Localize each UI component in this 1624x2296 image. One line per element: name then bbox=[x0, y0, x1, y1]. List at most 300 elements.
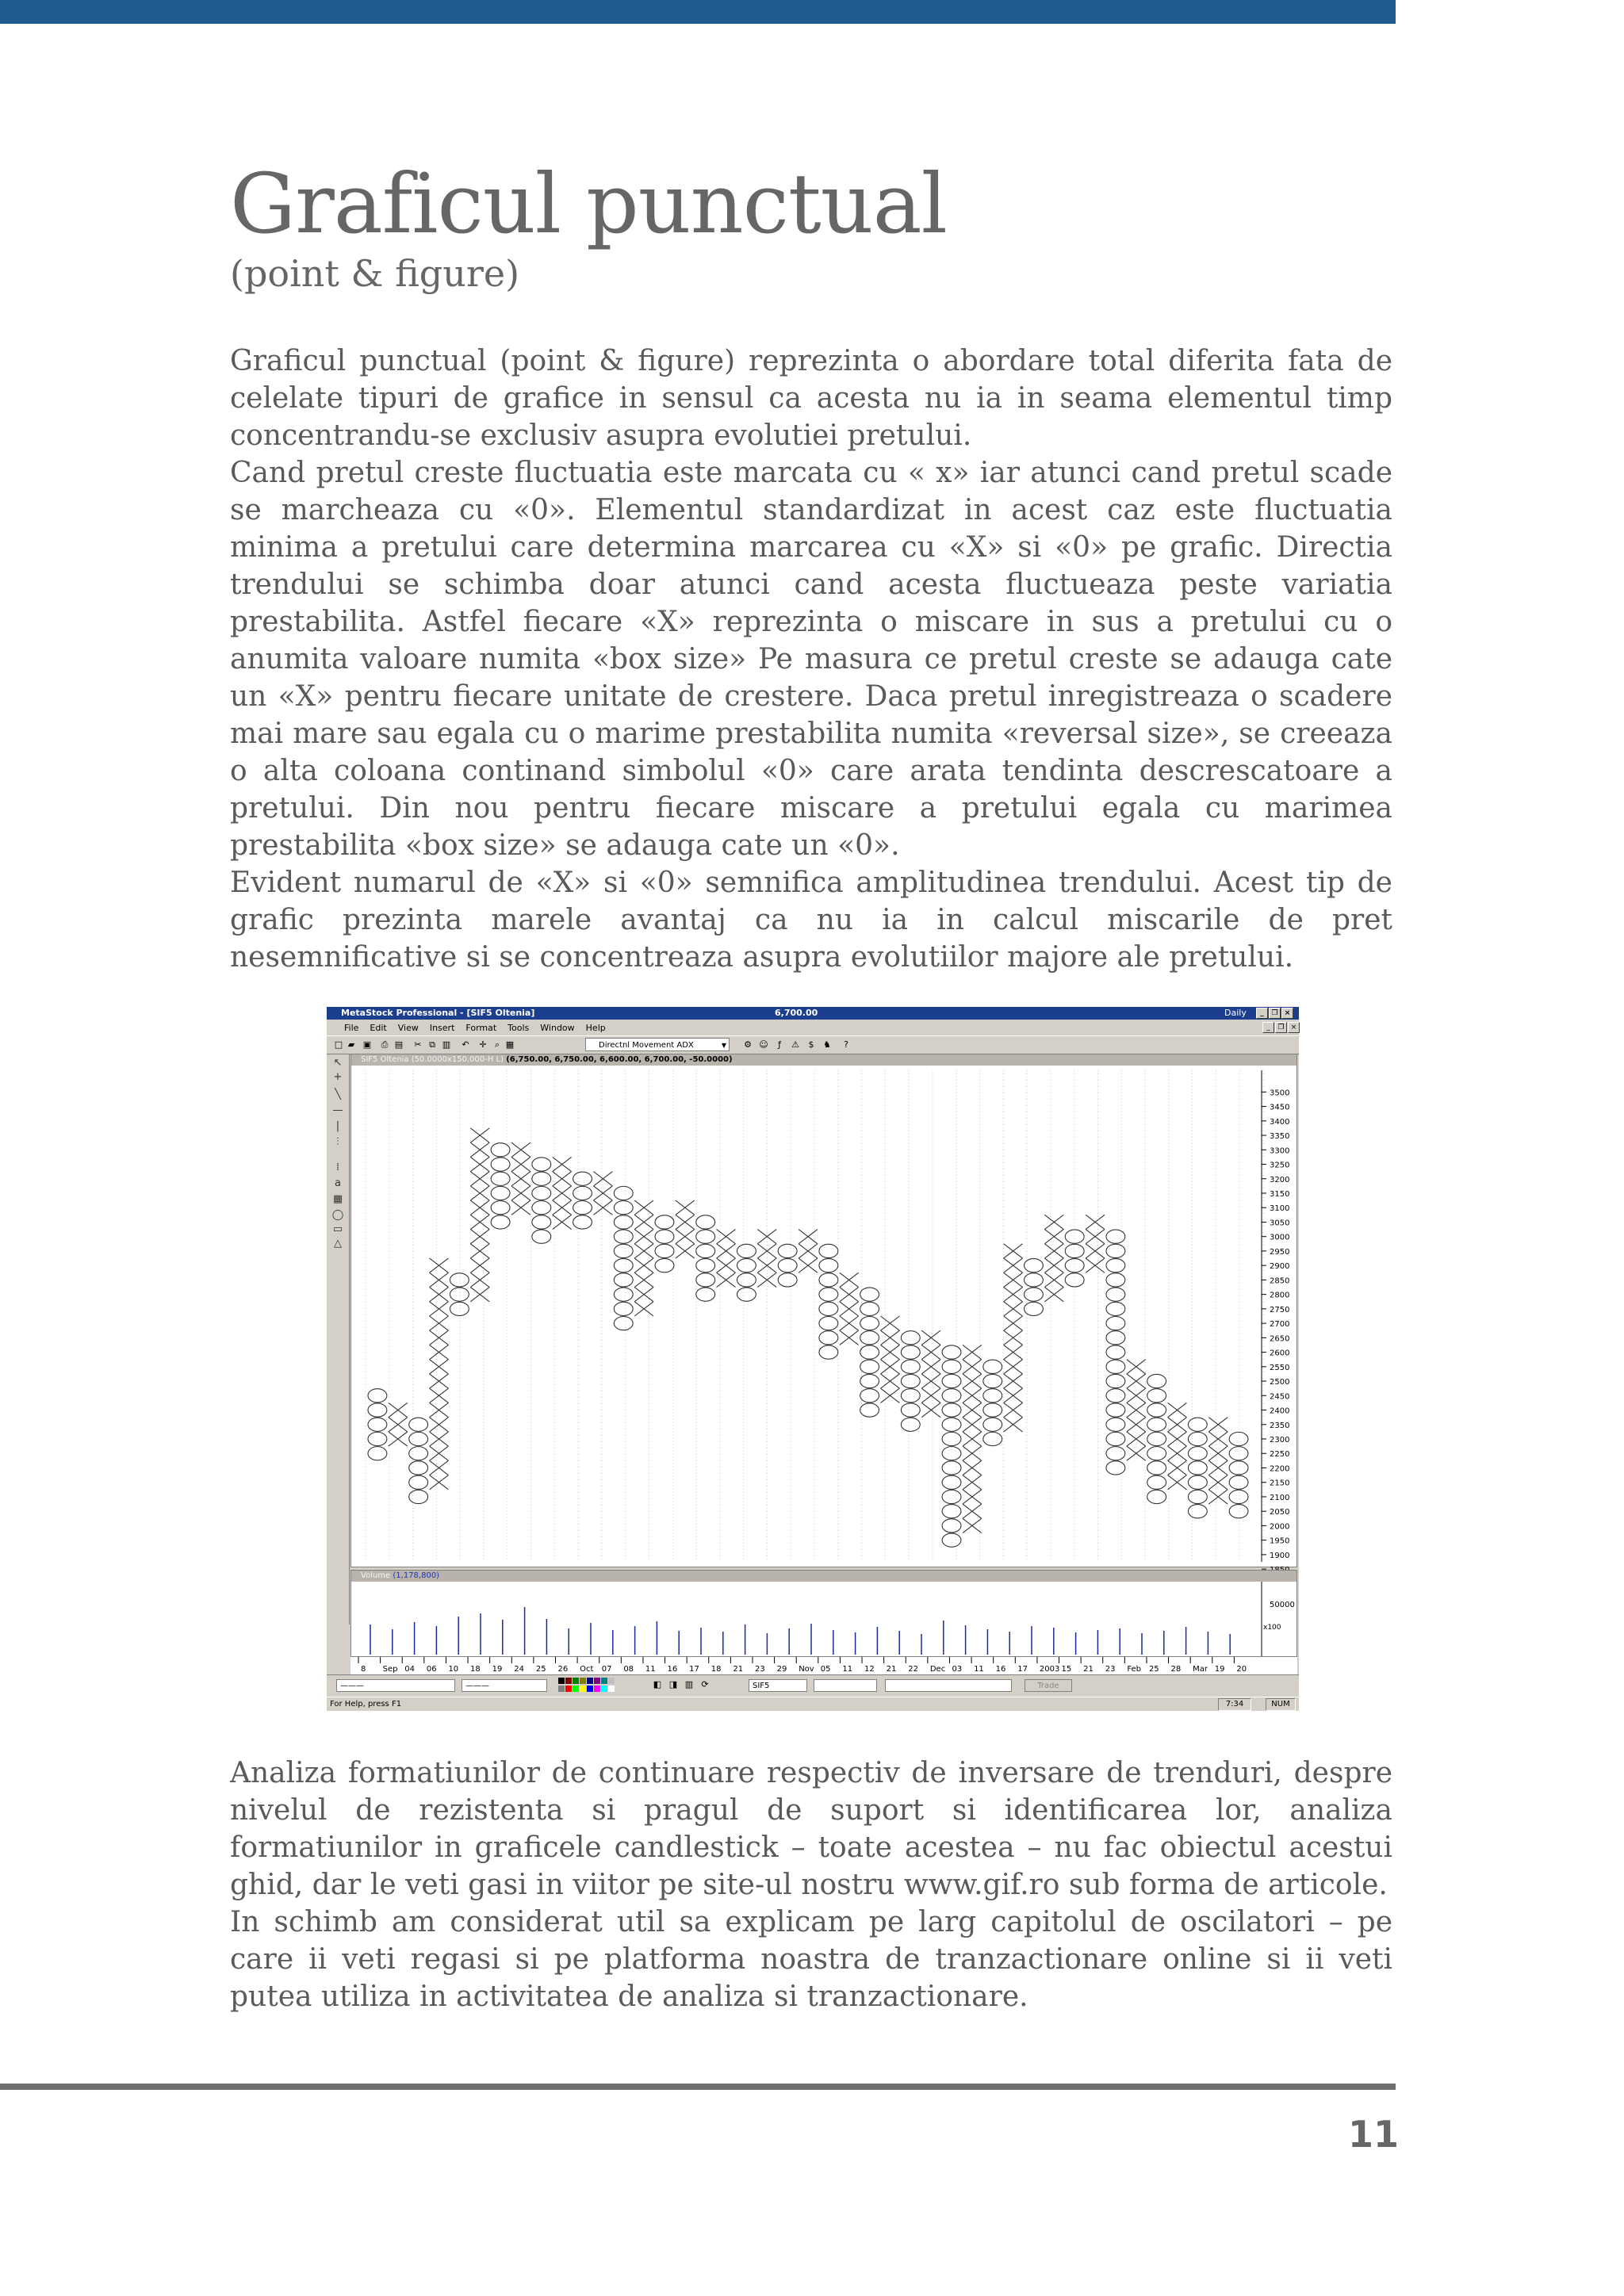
y-tick-label: 2750 bbox=[1270, 1305, 1290, 1314]
o-mark bbox=[1147, 1389, 1166, 1402]
o-mark bbox=[1106, 1302, 1125, 1315]
o-mark bbox=[1147, 1374, 1166, 1387]
line-weight-select[interactable]: ——— bbox=[462, 1679, 547, 1692]
volume-scale-label: x100 bbox=[1263, 1624, 1281, 1632]
explorer-icon[interactable]: ⚠ bbox=[791, 1039, 799, 1050]
crosshair-tool-icon[interactable]: + bbox=[333, 1071, 343, 1083]
y-tick-label: 2950 bbox=[1270, 1247, 1290, 1257]
outro-text bbox=[230, 1755, 1392, 2015]
y-tick-label: 3000 bbox=[1270, 1233, 1290, 1242]
o-mark bbox=[532, 1186, 551, 1200]
x-mark bbox=[470, 1200, 489, 1215]
indicator-select[interactable]: Directnl Movement ADX bbox=[585, 1038, 730, 1051]
point-figure-chart bbox=[351, 1066, 1297, 1567]
main-toolbar bbox=[327, 1035, 1299, 1054]
close-icon[interactable]: × bbox=[1281, 1008, 1293, 1019]
x-mark bbox=[1086, 1244, 1105, 1258]
o-mark bbox=[368, 1389, 387, 1402]
cut-icon[interactable]: ✂ bbox=[414, 1039, 422, 1050]
x-mark bbox=[881, 1345, 900, 1359]
pointer-icon[interactable]: ↖ bbox=[333, 1057, 343, 1069]
x-mark bbox=[1127, 1418, 1146, 1432]
trendline-icon[interactable]: ╲ bbox=[335, 1089, 341, 1100]
footer-rule bbox=[0, 2084, 1396, 2090]
y-tick-label: 3450 bbox=[1270, 1103, 1290, 1112]
o-mark bbox=[942, 1389, 961, 1402]
x-mark bbox=[799, 1230, 818, 1244]
o-mark bbox=[1147, 1418, 1166, 1431]
o-mark bbox=[1065, 1244, 1084, 1257]
restore-icon[interactable]: ❐ bbox=[1269, 1008, 1281, 1019]
y-tick-label: 2150 bbox=[1270, 1479, 1290, 1488]
x-mark bbox=[1208, 1418, 1228, 1432]
x-mark bbox=[881, 1330, 900, 1345]
x-mark bbox=[840, 1302, 859, 1316]
x-mark bbox=[470, 1272, 489, 1287]
y-tick-label: 2050 bbox=[1270, 1508, 1290, 1517]
x-mark bbox=[676, 1244, 695, 1258]
security-select[interactable]: SIF5 bbox=[749, 1679, 807, 1692]
o-mark bbox=[819, 1273, 838, 1287]
x-tick-label: 28 bbox=[1170, 1665, 1182, 1674]
x-tick-label: 15 bbox=[1061, 1665, 1072, 1674]
line-style-select[interactable]: ——— bbox=[336, 1679, 455, 1692]
x-mark bbox=[1004, 1288, 1023, 1302]
indicator-icon[interactable]: ⚙ bbox=[744, 1039, 752, 1050]
x-mark bbox=[1004, 1402, 1023, 1417]
x-mark bbox=[963, 1374, 982, 1388]
function-icon[interactable]: ƒ bbox=[778, 1039, 781, 1050]
o-mark bbox=[1106, 1403, 1125, 1417]
x-mark bbox=[1208, 1446, 1228, 1460]
o-mark bbox=[1106, 1360, 1125, 1373]
o-mark bbox=[1229, 1461, 1248, 1475]
o-mark bbox=[409, 1432, 428, 1445]
status-text: For Help, press F1 bbox=[330, 1700, 402, 1709]
x-mark bbox=[1168, 1432, 1187, 1446]
y-tick-label: 1900 bbox=[1270, 1551, 1290, 1560]
bars-icon[interactable]: ▥ bbox=[684, 1679, 694, 1689]
y-tick-label: 3400 bbox=[1270, 1117, 1290, 1127]
x-tick-label: 25 bbox=[1148, 1665, 1159, 1674]
o-mark bbox=[491, 1158, 510, 1171]
x-mark bbox=[634, 1302, 653, 1316]
o-mark bbox=[942, 1374, 961, 1387]
o-mark bbox=[942, 1519, 961, 1533]
x-tick-label: Oct bbox=[580, 1665, 594, 1674]
o-mark bbox=[901, 1418, 920, 1431]
x-mark bbox=[1208, 1475, 1228, 1490]
o-mark bbox=[983, 1360, 1002, 1373]
status-clock: 7:34 bbox=[1218, 1698, 1251, 1711]
o-mark bbox=[1147, 1475, 1166, 1489]
child-restore-icon[interactable]: ❐ bbox=[1275, 1022, 1287, 1033]
x-mark bbox=[470, 1172, 489, 1186]
x-mark bbox=[634, 1230, 653, 1244]
x-mark bbox=[963, 1504, 982, 1518]
x-mark bbox=[717, 1272, 736, 1287]
x-mark bbox=[1004, 1244, 1023, 1258]
x-mark bbox=[593, 1200, 612, 1215]
o-mark bbox=[450, 1302, 469, 1315]
x-mark bbox=[511, 1157, 530, 1171]
o-mark bbox=[532, 1201, 551, 1215]
x-mark bbox=[963, 1490, 982, 1504]
zoom-icon[interactable]: ⌕ bbox=[494, 1039, 500, 1050]
x-mark bbox=[430, 1288, 449, 1302]
binoculars-icon[interactable]: ♞ bbox=[823, 1039, 831, 1050]
o-mark bbox=[1188, 1505, 1207, 1518]
y-tick-label: 2400 bbox=[1270, 1406, 1290, 1416]
date-axis bbox=[350, 1657, 1297, 1674]
x-mark bbox=[963, 1446, 982, 1460]
x-mark bbox=[921, 1360, 940, 1374]
o-mark bbox=[1025, 1259, 1044, 1272]
minimize-icon[interactable]: _ bbox=[1256, 1008, 1268, 1019]
x-mark bbox=[921, 1345, 940, 1359]
y-tick-label: 2350 bbox=[1270, 1421, 1290, 1430]
x-mark bbox=[1208, 1460, 1228, 1475]
crosshair-icon[interactable]: ✛ bbox=[479, 1039, 487, 1050]
expert-icon[interactable]: ☺ bbox=[759, 1039, 768, 1050]
x-mark bbox=[840, 1330, 859, 1345]
menu-item-help[interactable]: Help bbox=[585, 1022, 606, 1033]
o-mark bbox=[778, 1259, 797, 1272]
undo-icon[interactable]: ↶ bbox=[462, 1039, 469, 1050]
o-mark bbox=[860, 1389, 879, 1402]
drawing-tools bbox=[327, 1054, 350, 1624]
x-mark bbox=[430, 1258, 449, 1272]
o-mark bbox=[942, 1490, 961, 1503]
o-mark bbox=[778, 1273, 797, 1287]
o-mark bbox=[983, 1418, 1002, 1431]
o-mark bbox=[614, 1317, 633, 1330]
x-tick-label: 19 bbox=[492, 1665, 503, 1674]
title-frame: Daily bbox=[1224, 1008, 1247, 1018]
o-mark bbox=[778, 1244, 797, 1257]
triangle-icon[interactable]: △ bbox=[334, 1238, 342, 1249]
x-mark bbox=[511, 1172, 530, 1186]
x-mark bbox=[1004, 1316, 1023, 1330]
menu-item-insert[interactable]: Insert bbox=[429, 1022, 455, 1033]
x-mark bbox=[1044, 1215, 1063, 1229]
volume-value: (1,178,800) bbox=[393, 1571, 440, 1580]
save-icon[interactable]: ▣ bbox=[362, 1039, 372, 1050]
intro-text bbox=[230, 342, 1392, 976]
y-tick-label: 2650 bbox=[1270, 1334, 1290, 1344]
child-close-icon[interactable]: × bbox=[1288, 1022, 1300, 1033]
o-mark bbox=[532, 1172, 551, 1185]
x-tick-label: 24 bbox=[514, 1665, 525, 1674]
x-mark bbox=[1127, 1360, 1146, 1374]
o-mark bbox=[942, 1505, 961, 1518]
x-mark bbox=[511, 1142, 530, 1157]
x-mark bbox=[1044, 1258, 1063, 1272]
x-mark bbox=[1004, 1330, 1023, 1345]
o-mark bbox=[901, 1403, 920, 1417]
o-mark bbox=[532, 1230, 551, 1243]
x-mark bbox=[840, 1288, 859, 1302]
style-icon[interactable]: ◧ bbox=[653, 1679, 662, 1689]
open-icon[interactable]: ▰ bbox=[347, 1039, 355, 1050]
o-mark bbox=[1106, 1345, 1125, 1359]
chart-security-name: SIF5 Oltenia (50.0000x150.000-H L) bbox=[361, 1055, 504, 1064]
x-tick-label: 10 bbox=[448, 1665, 459, 1674]
volume-label: Volume bbox=[361, 1571, 391, 1580]
y-tick-label: 2100 bbox=[1270, 1493, 1290, 1502]
o-mark bbox=[1065, 1230, 1084, 1243]
print-icon[interactable]: ⎙ bbox=[381, 1039, 389, 1050]
x-mark bbox=[553, 1200, 572, 1215]
layout-icon[interactable]: ◨ bbox=[668, 1679, 678, 1689]
o-mark bbox=[942, 1360, 961, 1373]
o-mark bbox=[1188, 1490, 1207, 1503]
grid-tool-icon[interactable]: ▦ bbox=[332, 1193, 343, 1205]
color-palette[interactable] bbox=[558, 1678, 638, 1693]
x-mark bbox=[757, 1272, 776, 1287]
o-mark bbox=[737, 1259, 756, 1272]
x-tick-label: Dec bbox=[929, 1665, 946, 1674]
o-mark bbox=[1229, 1505, 1248, 1518]
x-mark bbox=[921, 1330, 940, 1345]
o-mark bbox=[819, 1345, 838, 1359]
x-tick-label: 05 bbox=[820, 1665, 831, 1674]
x-mark bbox=[430, 1272, 449, 1287]
menu-item-window[interactable]: Window bbox=[540, 1022, 575, 1033]
o-mark bbox=[1147, 1432, 1166, 1445]
o-mark bbox=[1147, 1461, 1166, 1475]
copy-icon[interactable]: ⧉ bbox=[429, 1039, 435, 1050]
x-mark bbox=[1168, 1418, 1187, 1432]
preview-icon[interactable]: ▤ bbox=[394, 1039, 404, 1050]
o-mark bbox=[819, 1302, 838, 1315]
text-tool-icon[interactable]: a bbox=[335, 1177, 341, 1189]
x-tick-label: 17 bbox=[689, 1665, 699, 1674]
o-mark bbox=[1106, 1461, 1125, 1475]
x-mark bbox=[470, 1157, 489, 1171]
x-mark bbox=[430, 1446, 449, 1460]
o-mark bbox=[1147, 1490, 1166, 1503]
o-mark bbox=[860, 1403, 879, 1417]
x-tick-label: 21 bbox=[1083, 1665, 1094, 1674]
x-mark bbox=[881, 1374, 900, 1388]
x-tick-label: 11 bbox=[974, 1665, 984, 1674]
o-mark bbox=[696, 1273, 715, 1287]
y-tick-label: 3300 bbox=[1270, 1146, 1290, 1156]
o-mark bbox=[1188, 1461, 1207, 1475]
window-title: MetaStock Professional - [SIF5 Oltenia] bbox=[341, 1008, 535, 1018]
o-mark bbox=[901, 1331, 920, 1345]
menu-item-format[interactable]: Format bbox=[465, 1022, 497, 1033]
menu-item-view[interactable]: View bbox=[397, 1022, 419, 1033]
volume-chart bbox=[351, 1582, 1297, 1656]
o-mark bbox=[655, 1230, 674, 1243]
o-mark bbox=[614, 1215, 633, 1229]
ellipse-icon[interactable]: ◯ bbox=[331, 1209, 344, 1221]
o-mark bbox=[860, 1374, 879, 1387]
o-mark bbox=[1106, 1374, 1125, 1387]
paragraph: Analiza formatiunilor de continuare respectiv de inversare de trenduri, despre nivelul de rezistenta si pragul de suport si identificarea lor, analiza formatiunilor in graficele candlestick – toate acestea – nu fac obiectul acestui ghid, dar le veti gasi in viitor pe site-ul nostru www.gif.ro sub forma de articole. bbox=[230, 1757, 1392, 1901]
o-mark bbox=[983, 1389, 1002, 1402]
o-mark bbox=[614, 1302, 633, 1315]
x-mark bbox=[430, 1475, 449, 1490]
x-mark bbox=[1127, 1374, 1146, 1388]
x-mark bbox=[1127, 1432, 1146, 1446]
cycle-icon[interactable]: ⁞ bbox=[335, 1161, 340, 1173]
o-mark bbox=[860, 1317, 879, 1330]
chevron-down-icon[interactable]: ▼ bbox=[721, 1042, 727, 1049]
x-mark bbox=[1208, 1432, 1228, 1446]
y-tick-label: 2800 bbox=[1270, 1291, 1290, 1300]
x-mark bbox=[757, 1244, 776, 1258]
x-mark bbox=[921, 1402, 940, 1417]
y-tick-label: 2850 bbox=[1270, 1276, 1290, 1286]
o-mark bbox=[901, 1360, 920, 1373]
o-mark bbox=[1229, 1447, 1248, 1460]
x-mark bbox=[553, 1215, 572, 1229]
fibonacci-icon[interactable]: ⫶ bbox=[336, 1136, 339, 1148]
o-mark bbox=[1229, 1490, 1248, 1503]
o-mark bbox=[614, 1230, 633, 1243]
x-mark bbox=[799, 1258, 818, 1272]
o-mark bbox=[532, 1215, 551, 1229]
x-tick-label: 23 bbox=[1105, 1665, 1116, 1674]
x-mark bbox=[921, 1388, 940, 1402]
menu-item-edit[interactable]: Edit bbox=[370, 1022, 387, 1033]
y-tick-label: 3200 bbox=[1270, 1175, 1290, 1184]
rectangle-icon[interactable]: ▭ bbox=[332, 1223, 343, 1235]
paragraph: Cand pretul creste fluctuatia este marcata cu « x» iar atunci cand pretul scade se marcheaza cu «0». Elementul standardizat in acest caz este fluctuatia minima a pretului care determina marcarea cu «X» si «0» pe grafic. Directia trendului se schimba doar atunci cand acesta fluctueaza peste variatia prestabilita. Astfel fiecare «X» reprezinta o miscare in sus a pretului cu o anumita valoare numita «box size» Pe masura ce pretul creste se adauga cate un «X» pentru fiecare unitate de crestere. Daca pretul inregistreaza o scadere mai mare sau egala cu o marime prestabilita numita «reversal size», se creeaza o alta coloana continand simbolul «0» care arata tendinta descrescatoare a pretului. Din nou pentru fiecare miscare a pretului egala cu marimea prestabilita «box size» se adauga cate un «0». bbox=[230, 457, 1392, 862]
x-mark bbox=[676, 1200, 695, 1215]
refresh-icon[interactable]: ⟳ bbox=[701, 1679, 709, 1689]
x-mark bbox=[963, 1388, 982, 1402]
x-mark bbox=[1044, 1244, 1063, 1258]
bottom-toolbar bbox=[327, 1674, 1299, 1696]
y-tick-label: 2250 bbox=[1270, 1450, 1290, 1460]
o-mark bbox=[1147, 1403, 1166, 1417]
o-mark bbox=[573, 1215, 592, 1229]
o-mark bbox=[1188, 1475, 1207, 1489]
horizontal-line-icon[interactable]: — bbox=[332, 1104, 343, 1116]
o-mark bbox=[1025, 1288, 1044, 1301]
paste-icon[interactable]: ▥ bbox=[442, 1039, 451, 1050]
o-mark bbox=[368, 1432, 387, 1445]
o-mark bbox=[1106, 1244, 1125, 1257]
o-mark bbox=[655, 1259, 674, 1272]
x-mark bbox=[1044, 1272, 1063, 1287]
x-tick-label: 26 bbox=[557, 1665, 569, 1674]
menu-item-tools[interactable]: Tools bbox=[508, 1022, 530, 1033]
menu-item-file[interactable]: File bbox=[344, 1022, 359, 1033]
page-number: 11 bbox=[1348, 2113, 1400, 2156]
template-select[interactable] bbox=[885, 1679, 1012, 1692]
y-tick-label: 2900 bbox=[1270, 1262, 1290, 1272]
x-mark bbox=[1168, 1446, 1187, 1460]
x-mark bbox=[676, 1230, 695, 1244]
x-mark bbox=[389, 1418, 408, 1432]
o-mark bbox=[1188, 1418, 1207, 1431]
x-mark bbox=[470, 1128, 489, 1142]
x-mark bbox=[963, 1432, 982, 1446]
x-mark bbox=[470, 1215, 489, 1229]
x-mark bbox=[676, 1215, 695, 1229]
y-tick-label: 3500 bbox=[1270, 1089, 1290, 1098]
o-mark bbox=[1106, 1432, 1125, 1445]
o-mark bbox=[614, 1201, 633, 1215]
o-mark bbox=[696, 1230, 715, 1243]
x-mark bbox=[1086, 1215, 1105, 1229]
o-mark bbox=[942, 1418, 961, 1431]
o-mark bbox=[614, 1288, 633, 1301]
x-mark bbox=[634, 1215, 653, 1229]
o-mark bbox=[573, 1172, 592, 1185]
y-tick-label: 3250 bbox=[1270, 1161, 1290, 1170]
x-mark bbox=[1168, 1475, 1187, 1490]
o-mark bbox=[368, 1418, 387, 1431]
new-file-icon[interactable]: □ bbox=[334, 1039, 343, 1050]
system-tester-icon[interactable]: $ bbox=[808, 1039, 814, 1050]
x-mark bbox=[430, 1360, 449, 1374]
o-mark bbox=[860, 1331, 879, 1345]
o-mark bbox=[614, 1186, 633, 1200]
o-mark bbox=[1188, 1447, 1207, 1460]
o-mark bbox=[737, 1288, 756, 1301]
volume-pane[interactable] bbox=[350, 1570, 1297, 1657]
o-mark bbox=[614, 1273, 633, 1287]
x-mark bbox=[1086, 1258, 1105, 1272]
x-mark bbox=[799, 1244, 818, 1258]
x-mark bbox=[881, 1316, 900, 1330]
x-mark bbox=[430, 1402, 449, 1417]
child-minimize-icon[interactable]: _ bbox=[1262, 1022, 1274, 1033]
x-mark bbox=[593, 1172, 612, 1186]
y-tick-label: 2700 bbox=[1270, 1320, 1290, 1330]
vertical-line-icon[interactable]: | bbox=[335, 1120, 340, 1132]
periodicity-select[interactable] bbox=[814, 1679, 877, 1692]
x-tick-label: 25 bbox=[535, 1665, 546, 1674]
x-mark bbox=[1004, 1258, 1023, 1272]
page-title: Graficul punctual bbox=[230, 155, 947, 252]
x-mark bbox=[963, 1460, 982, 1475]
x-tick-label: 03 bbox=[952, 1665, 963, 1674]
x-tick-label: 16 bbox=[667, 1665, 678, 1674]
x-mark bbox=[921, 1374, 940, 1388]
o-mark bbox=[696, 1259, 715, 1272]
x-mark bbox=[511, 1200, 530, 1215]
title-last-value: 6,700.00 bbox=[775, 1008, 818, 1018]
o-mark bbox=[696, 1244, 715, 1257]
o-mark bbox=[368, 1447, 387, 1460]
y-tick-label: 3050 bbox=[1270, 1219, 1290, 1228]
o-mark bbox=[942, 1461, 961, 1475]
x-mark bbox=[470, 1142, 489, 1157]
y-tick-label: 2500 bbox=[1270, 1378, 1290, 1387]
x-mark bbox=[430, 1460, 449, 1475]
x-mark bbox=[881, 1388, 900, 1402]
help-icon[interactable]: ? bbox=[844, 1039, 848, 1050]
status-num: NUM bbox=[1266, 1698, 1296, 1711]
volume-header bbox=[351, 1571, 1297, 1582]
o-mark bbox=[1229, 1432, 1248, 1445]
grid-icon[interactable]: ▦ bbox=[505, 1039, 515, 1050]
o-mark bbox=[1065, 1259, 1084, 1272]
trade-button[interactable]: Trade bbox=[1025, 1679, 1072, 1692]
price-chart-pane[interactable] bbox=[350, 1054, 1297, 1567]
o-mark bbox=[1106, 1259, 1125, 1272]
x-mark bbox=[1168, 1402, 1187, 1417]
y-tick-label: 3100 bbox=[1270, 1204, 1290, 1214]
o-mark bbox=[614, 1244, 633, 1257]
